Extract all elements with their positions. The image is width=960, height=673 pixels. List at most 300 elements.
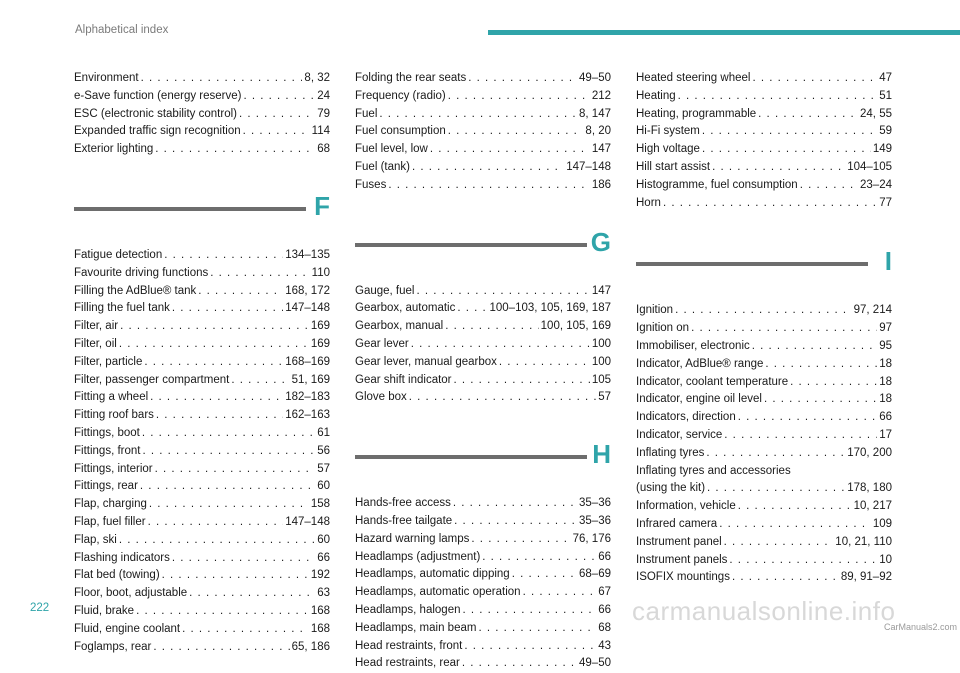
entry-term: Headlamps (adjustment): [355, 550, 481, 563]
dot-leader: [453, 495, 577, 513]
entry-term: Inflating tyres: [636, 446, 705, 459]
index-entry: [355, 549, 611, 567]
dot-leader: [388, 177, 589, 195]
entry-pages: 56: [317, 444, 330, 457]
entry-term: Fluid, engine coolant: [74, 622, 181, 635]
dot-leader: [162, 567, 309, 585]
entry-term: Gearbox, automatic: [355, 302, 456, 315]
dot-leader: [140, 478, 315, 496]
entry-pages: 168–169: [285, 355, 330, 368]
index-column-3: [636, 70, 892, 587]
entry-pages: 47: [879, 72, 892, 84]
entry-pages: 162–163: [285, 409, 330, 422]
entry-pages: 18: [879, 375, 892, 388]
index-entry: [636, 552, 892, 570]
entry-pages: 18: [879, 357, 892, 370]
entry-pages: 182–183: [285, 391, 330, 404]
entry-term: Gear shift indicator: [355, 373, 452, 386]
index-entry: [355, 300, 611, 318]
index-entry: [636, 409, 892, 427]
entry-pages: 97: [879, 322, 892, 335]
index-entry: [355, 566, 611, 584]
entry-pages: 105: [591, 373, 611, 386]
entry-term: Fuel level, low: [355, 143, 428, 156]
dot-leader: [409, 389, 596, 407]
section-header-h: [355, 433, 611, 491]
entry-term: Fittings, rear: [74, 480, 138, 493]
entry-term: Ignition on: [636, 322, 690, 335]
index-entry: [74, 88, 330, 106]
dot-leader: [790, 374, 877, 392]
index-entry: [636, 70, 892, 88]
dot-leader: [702, 141, 871, 159]
dot-leader: [430, 141, 590, 159]
entry-term: Horn: [636, 196, 661, 209]
entry-term: Filter, air: [74, 320, 119, 333]
dot-leader: [732, 569, 839, 587]
entry-pages: 68: [598, 621, 611, 634]
dot-leader: [457, 300, 487, 318]
dot-leader: [482, 549, 596, 567]
dot-leader: [416, 283, 589, 301]
index-entry: [74, 123, 330, 141]
entry-pages: 186: [591, 178, 611, 191]
entry-pages: 49–50: [579, 72, 611, 84]
dot-leader: [149, 496, 309, 514]
index-entry: [355, 283, 611, 301]
section-letter: I: [884, 246, 892, 277]
entry-term: Fuel: [355, 107, 378, 120]
dot-leader: [462, 655, 577, 673]
entry-term: Flat bed (towing): [74, 569, 160, 582]
entry-term: Flashing indicators: [74, 551, 170, 564]
entry-pages: 59: [879, 125, 892, 138]
entry-term: Fitting a wheel: [74, 391, 149, 404]
entry-pages: 79: [317, 107, 330, 120]
dot-leader: [706, 445, 845, 463]
entry-pages: 168, 172: [285, 284, 330, 297]
dot-leader: [752, 70, 877, 88]
entry-term: High voltage: [636, 143, 700, 156]
entry-term: Indicator, coolant temperature: [636, 375, 789, 388]
index-entry: [74, 407, 330, 425]
index-entry: [636, 427, 892, 445]
page-number: 222: [30, 602, 50, 614]
entry-term: Fuel consumption: [355, 125, 446, 138]
entry-term: Hands-free access: [355, 497, 451, 510]
entry-pages: 43: [598, 639, 611, 652]
dot-leader: [156, 407, 283, 425]
entry-pages: 8, 147: [579, 107, 611, 120]
index-entry: [355, 354, 611, 372]
index-entry: [636, 88, 892, 106]
entry-term: Heating: [636, 89, 676, 102]
index-entry: [355, 620, 611, 638]
entry-pages: 17: [879, 428, 892, 441]
index-entry: [636, 302, 892, 320]
entry-pages: 60: [317, 480, 330, 493]
index-entry: [74, 70, 330, 88]
index-entry: [74, 567, 330, 585]
dot-leader: [719, 516, 871, 534]
entry-term: e-Save function (energy reserve): [74, 89, 242, 102]
entry-pages: 100–103, 105, 169, 187: [489, 302, 611, 315]
entry-pages: 178, 180: [847, 482, 892, 495]
entry-term: Gear lever, manual gearbox: [355, 355, 497, 368]
dot-leader: [119, 336, 309, 354]
entry-pages: 212: [591, 89, 611, 102]
dot-leader: [463, 602, 597, 620]
entry-pages: 35–36: [579, 497, 611, 510]
dot-leader: [411, 336, 590, 354]
index-entry: [636, 320, 892, 338]
entry-pages: 66: [598, 603, 611, 616]
dot-leader: [464, 638, 596, 656]
dot-leader: [523, 584, 597, 602]
dot-leader: [800, 177, 858, 195]
index-entry: [355, 88, 611, 106]
dot-leader: [448, 123, 584, 141]
entry-pages: 168: [310, 604, 330, 617]
dot-leader: [198, 283, 283, 301]
dot-leader: [243, 88, 315, 106]
dot-leader: [738, 498, 852, 516]
dot-leader: [142, 443, 315, 461]
index-entry: [74, 550, 330, 568]
section-rule: [355, 455, 587, 459]
entry-pages: 8, 32: [304, 72, 330, 84]
entry-pages: 158: [310, 498, 330, 511]
dot-leader: [142, 425, 315, 443]
index-entry: [355, 372, 611, 390]
section-rule: [74, 207, 306, 211]
entry-term: Filter, oil: [74, 337, 117, 350]
index-entry: [636, 356, 892, 374]
entry-term: Indicator, service: [636, 428, 723, 441]
entry-term: Floor, boot, adjustable: [74, 587, 188, 600]
index-entry: [636, 534, 892, 552]
index-entry: [636, 569, 892, 587]
index-entry: [636, 480, 892, 498]
section-header-g: [355, 221, 611, 279]
index-entry: [74, 443, 330, 461]
dot-leader: [155, 141, 315, 159]
entry-pages: 76, 176: [572, 532, 611, 545]
entry-pages: 147–148: [285, 515, 330, 528]
entry-pages: 57: [598, 391, 611, 404]
entry-pages: 10: [879, 553, 892, 566]
entry-pages: 110: [311, 266, 330, 279]
entry-term: Hill start assist: [636, 160, 711, 173]
entry-term: Folding the rear seats: [355, 72, 467, 84]
index-entry: [636, 195, 892, 213]
dot-leader: [189, 585, 315, 603]
dot-leader: [412, 159, 564, 177]
entry-term: Head restraints, front: [355, 639, 463, 652]
section-rule: [636, 262, 868, 266]
index-entry: [74, 532, 330, 550]
index-entry: [355, 177, 611, 195]
index-entry: [74, 247, 330, 265]
entry-pages: 97, 214: [853, 304, 892, 317]
index-entry: [74, 389, 330, 407]
dot-leader: [675, 302, 852, 320]
index-entry: [355, 141, 611, 159]
entry-pages: 65, 186: [291, 640, 330, 653]
entry-pages: 100, 105, 169: [540, 320, 611, 333]
entry-pages: 24: [317, 89, 330, 102]
entry-term: Filling the AdBlue® tank: [74, 284, 197, 297]
entry-term: Fluid, brake: [74, 604, 135, 617]
entry-term: Fuses: [355, 178, 387, 191]
entry-pages: 149: [872, 143, 892, 156]
entry-pages: 35–36: [579, 514, 611, 527]
entry-pages: 168: [310, 622, 330, 635]
entry-pages: 169: [310, 320, 330, 333]
entry-pages: 8, 20: [585, 125, 611, 138]
index-entry: [636, 338, 892, 356]
entry-pages: 66: [879, 411, 892, 424]
index-entry: [355, 389, 611, 407]
entry-pages: 68: [317, 143, 330, 156]
dot-leader: [663, 195, 877, 213]
dot-leader: [182, 621, 309, 639]
index-entry: [74, 621, 330, 639]
dot-leader: [454, 372, 590, 390]
entry-term: Inflating tyres and accessories: [636, 464, 791, 477]
entry-pages: 89, 91–92: [840, 571, 892, 584]
index-entry: [74, 425, 330, 443]
entry-term: Fitting roof bars: [74, 409, 154, 422]
watermark: carmanualsonline.info: [632, 596, 896, 626]
dot-leader: [155, 461, 316, 479]
index-entry: [74, 478, 330, 496]
dot-leader: [150, 389, 283, 407]
entry-pages: 192: [310, 569, 330, 582]
entry-pages: 51, 169: [291, 373, 330, 386]
index-entry: [355, 584, 611, 602]
entry-term: Immobiliser, electronic: [636, 339, 750, 352]
entry-pages: 134–135: [285, 248, 330, 261]
dot-leader: [471, 531, 570, 549]
entry-term: (using the kit): [636, 482, 706, 495]
dot-leader: [243, 123, 310, 141]
section-header-f: [74, 185, 330, 243]
dot-leader: [702, 123, 877, 141]
index-entry: [74, 300, 330, 318]
entry-term: Headlamps, automatic operation: [355, 586, 521, 599]
entry-pages: 104–105: [847, 160, 892, 173]
index-entry: [636, 391, 892, 409]
entry-pages: 60: [317, 533, 330, 546]
entry-term: Favourite driving functions: [74, 266, 209, 279]
entry-term: Flap, charging: [74, 498, 147, 511]
entry-pages: 147: [591, 143, 611, 156]
dot-leader: [738, 409, 877, 427]
entry-term: Heated steering wheel: [636, 72, 751, 84]
entry-term: Exterior lighting: [74, 143, 154, 156]
header-accent-bar: [488, 30, 960, 35]
entry-term: Fittings, boot: [74, 426, 140, 439]
entry-term: Heating, programmable: [636, 107, 757, 120]
index-entry: [74, 283, 330, 301]
entry-term: Head restraints, rear: [355, 657, 460, 670]
dot-leader: [172, 300, 283, 318]
index-entry: [355, 531, 611, 549]
index-entry: [355, 123, 611, 141]
index-entry: [74, 265, 330, 283]
entry-pages: 61: [317, 426, 330, 439]
index-entry: [74, 106, 330, 124]
dot-leader: [172, 550, 315, 568]
index-entry: [74, 496, 330, 514]
entry-term: Headlamps, halogen: [355, 603, 461, 616]
entry-term: Foglamps, rear: [74, 640, 152, 653]
entry-pages: 147–148: [566, 160, 611, 173]
entry-term: Fatigue detection: [74, 248, 163, 261]
index-entry: [636, 177, 892, 195]
entry-pages: 77: [879, 196, 892, 209]
entry-term: Gear lever: [355, 337, 409, 350]
dot-leader: [478, 620, 596, 638]
dot-leader: [164, 247, 283, 265]
section-letter: F: [314, 190, 330, 221]
entry-term: Fittings, interior: [74, 462, 153, 475]
entry-pages: 170, 200: [847, 446, 892, 459]
index-column-2: [355, 70, 611, 673]
dot-leader: [468, 70, 577, 88]
index-entry: [355, 495, 611, 513]
dot-leader: [752, 338, 877, 356]
index-entry: [636, 463, 892, 481]
entry-pages: 169: [310, 337, 330, 350]
dot-leader: [148, 514, 284, 532]
entry-term: Fittings, front: [74, 444, 141, 457]
entry-term: Hazard warning lamps: [355, 532, 470, 545]
section-letter: G: [590, 226, 611, 257]
dot-leader: [119, 532, 315, 550]
entry-pages: 67: [598, 586, 611, 599]
index-entry: [355, 602, 611, 620]
index-entry: [636, 123, 892, 141]
entry-pages: 100: [591, 355, 611, 368]
dot-leader: [729, 552, 877, 570]
index-entry: [355, 655, 611, 673]
index-entry: [636, 374, 892, 392]
index-entry: [74, 141, 330, 159]
index-entry: [355, 159, 611, 177]
entry-term: Instrument panels: [636, 553, 728, 566]
dot-leader: [678, 88, 878, 106]
entry-term: Filling the fuel tank: [74, 302, 170, 315]
dot-leader: [765, 356, 877, 374]
entry-term: Information, vehicle: [636, 500, 736, 513]
entry-term: Flap, fuel filler: [74, 515, 146, 528]
dot-leader: [712, 159, 845, 177]
index-entry: [74, 514, 330, 532]
entry-term: Headlamps, main beam: [355, 621, 477, 634]
entry-term: Hi-Fi system: [636, 125, 700, 138]
dot-leader: [141, 70, 303, 88]
index-entry: [636, 106, 892, 124]
index-entry: [74, 603, 330, 621]
section-header-i: [636, 240, 892, 298]
index-entry: [355, 336, 611, 354]
index-entry: [355, 106, 611, 124]
dot-leader: [210, 265, 309, 283]
dot-leader: [707, 480, 845, 498]
index-column-1: [74, 70, 330, 656]
dot-leader: [231, 372, 289, 390]
section-letter: H: [592, 439, 611, 470]
entry-pages: 114: [311, 125, 330, 138]
index-entry: [74, 461, 330, 479]
entry-pages: 18: [879, 393, 892, 406]
dot-leader: [499, 354, 590, 372]
entry-pages: 100: [591, 337, 611, 350]
entry-term: Headlamps, automatic dipping: [355, 568, 510, 581]
index-entry: [636, 498, 892, 516]
entry-pages: 147–148: [285, 302, 330, 315]
entry-pages: 66: [598, 550, 611, 563]
entry-term: Glove box: [355, 391, 407, 404]
entry-pages: 68–69: [579, 568, 611, 581]
entry-term: Indicator, engine oil level: [636, 393, 762, 406]
dot-leader: [379, 106, 577, 124]
index-entry: [355, 318, 611, 336]
entry-term: Expanded traffic sign recognition: [74, 125, 241, 138]
entry-term: Hands-free tailgate: [355, 514, 453, 527]
entry-term: Gauge, fuel: [355, 284, 415, 297]
entry-pages: 63: [317, 587, 330, 600]
index-entry: [355, 638, 611, 656]
index-entry: [636, 445, 892, 463]
dot-leader: [724, 427, 877, 445]
dot-leader: [448, 88, 590, 106]
entry-term: Indicator, AdBlue® range: [636, 357, 764, 370]
index-entry: [74, 354, 330, 372]
entry-term: Instrument panel: [636, 535, 722, 548]
entry-term: Fuel (tank): [355, 160, 410, 173]
index-entry: [74, 318, 330, 336]
dot-leader: [764, 391, 877, 409]
index-entry: [355, 513, 611, 531]
entry-pages: 10, 21, 110: [835, 535, 892, 548]
entry-pages: 23–24: [860, 178, 892, 191]
entry-term: Infrared camera: [636, 517, 718, 530]
dot-leader: [512, 566, 577, 584]
entry-term: Filter, particle: [74, 355, 143, 368]
entry-pages: 66: [317, 551, 330, 564]
dot-leader: [758, 106, 858, 124]
running-head: Alphabetical index: [75, 24, 169, 36]
entry-term: Filter, passenger compartment: [74, 373, 230, 386]
entry-pages: 109: [872, 517, 892, 530]
entry-pages: 51: [879, 89, 892, 102]
entry-pages: 147: [591, 284, 611, 297]
entry-term: Gearbox, manual: [355, 320, 444, 333]
dot-leader: [144, 354, 283, 372]
dot-leader: [136, 603, 309, 621]
index-entry: [636, 159, 892, 177]
entry-term: Frequency (radio): [355, 89, 446, 102]
entry-term: Histogramme, fuel consumption: [636, 178, 798, 191]
dot-leader: [724, 534, 834, 552]
entry-pages: 95: [879, 339, 892, 352]
dot-leader: [120, 318, 309, 336]
index-entry: [636, 516, 892, 534]
entry-term: Flap, ski: [74, 533, 117, 546]
